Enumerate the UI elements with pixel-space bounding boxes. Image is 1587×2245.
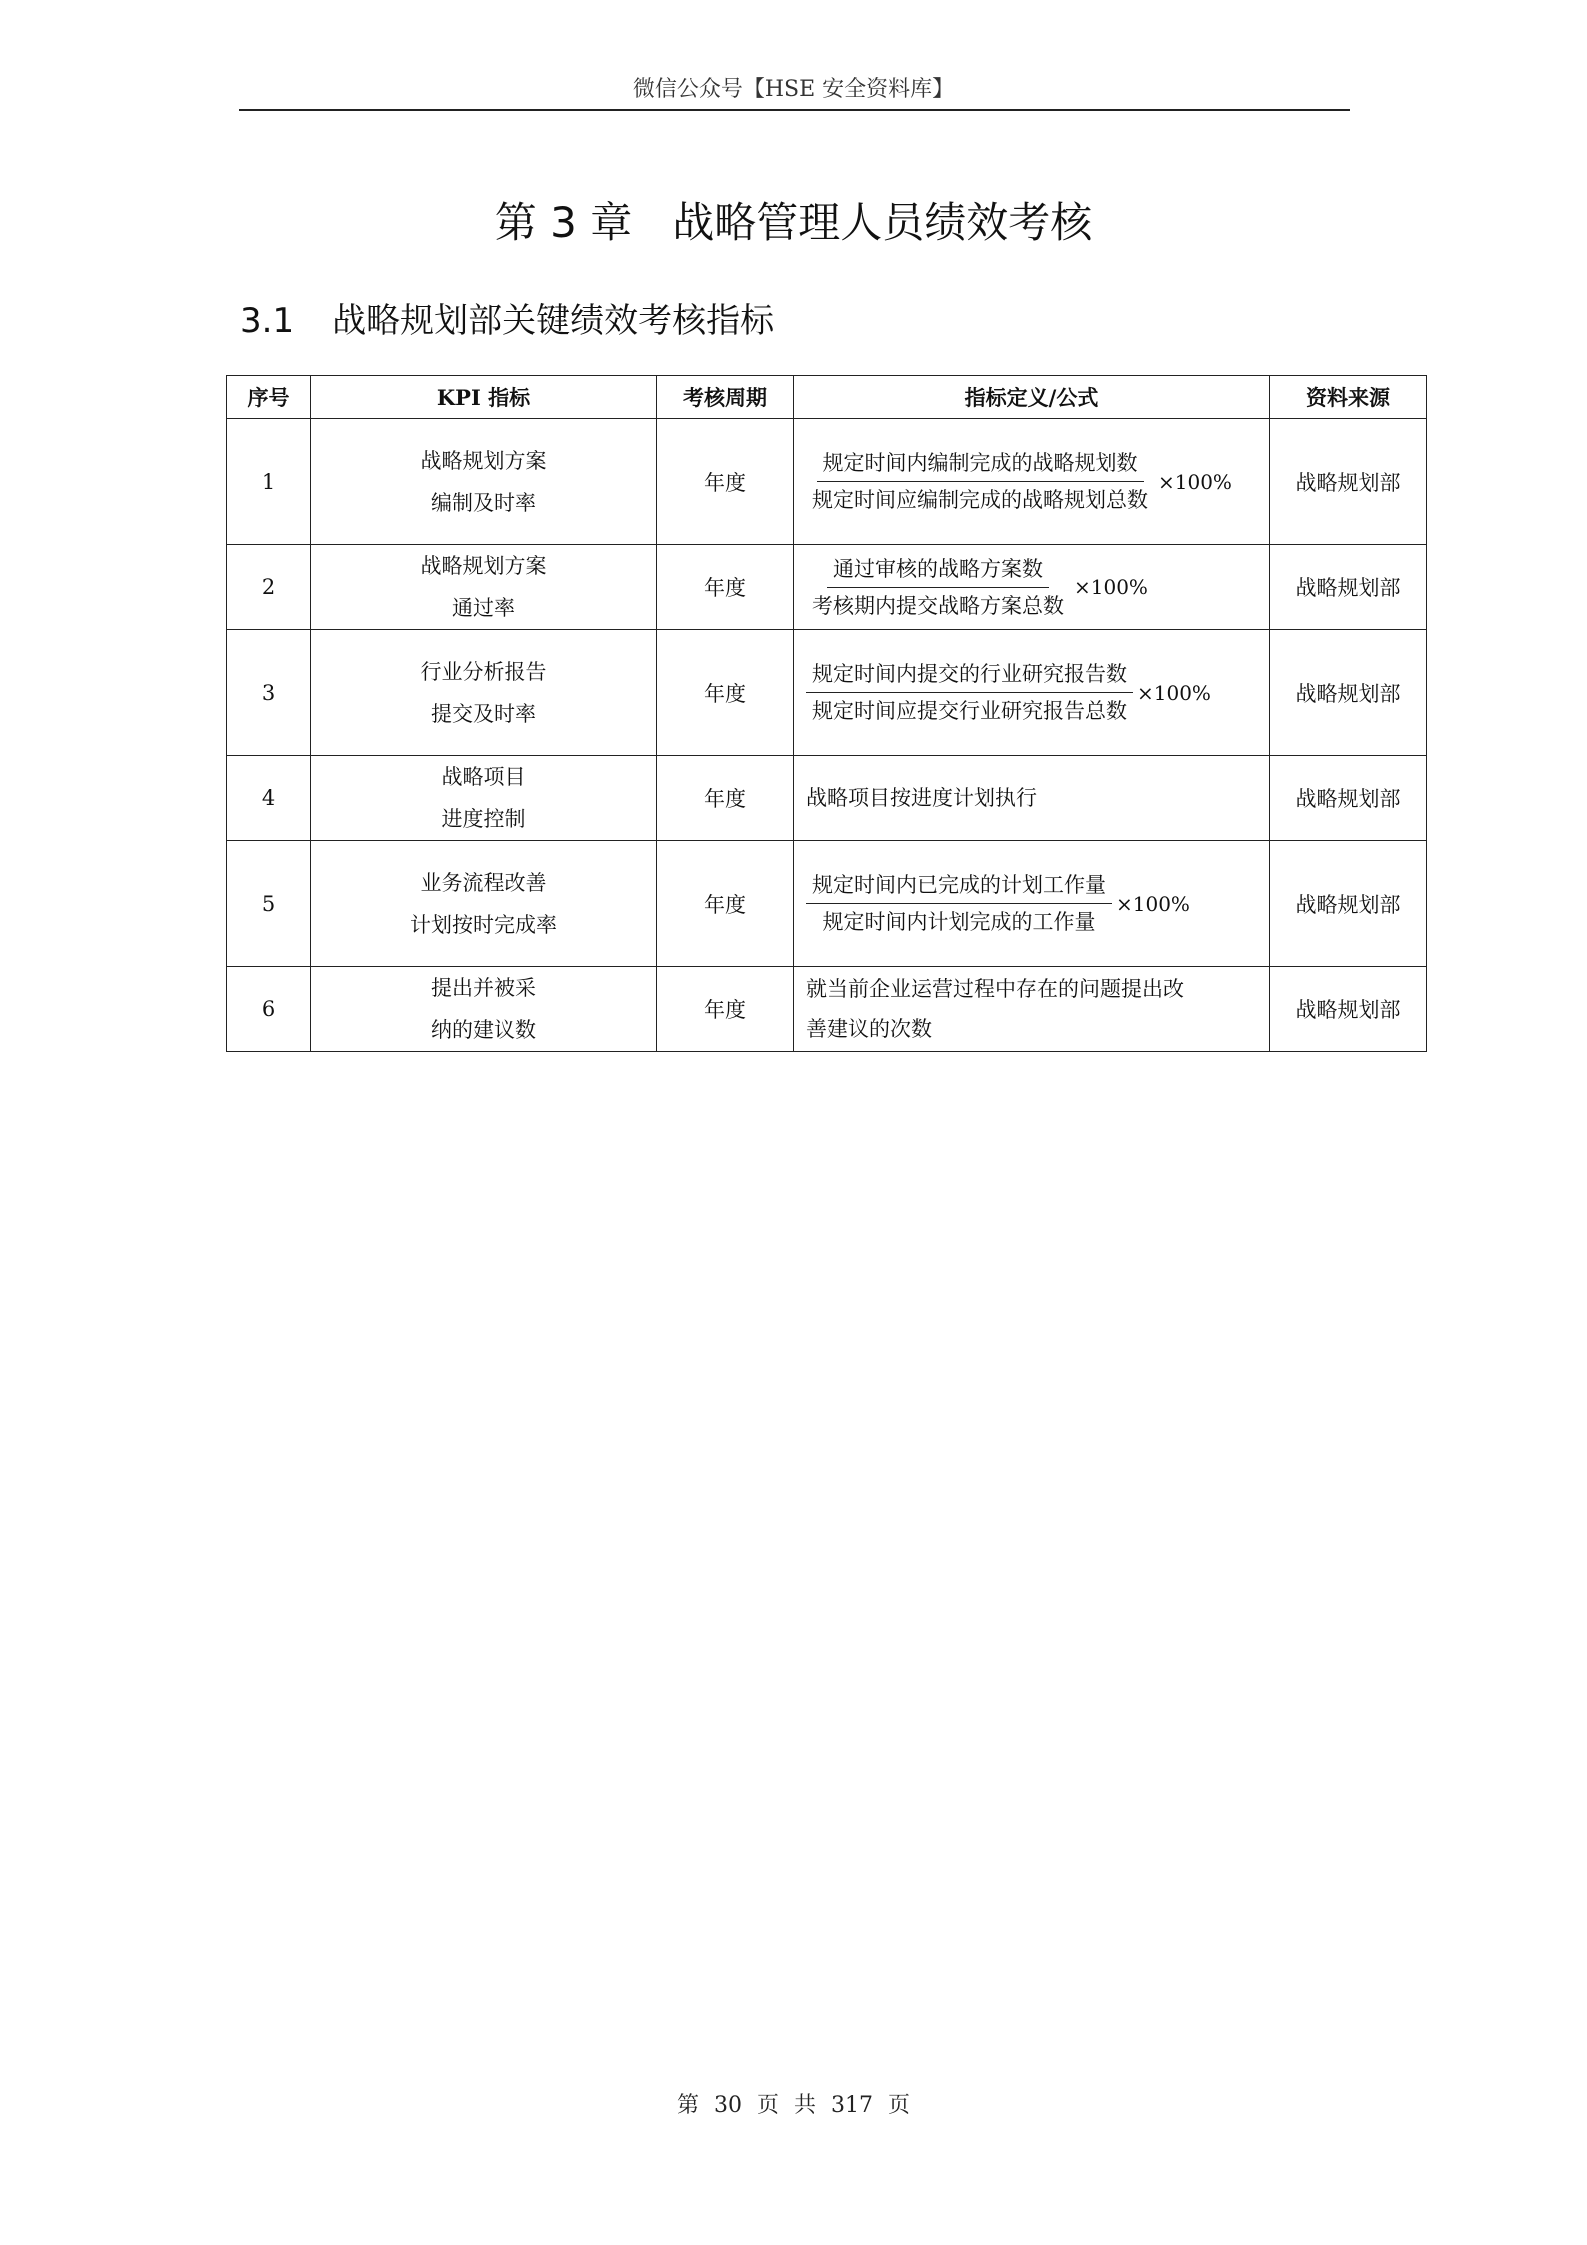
source: 战略规划部 [1270, 630, 1427, 756]
kpi-name [311, 841, 657, 967]
row-index: 6 [227, 967, 311, 1052]
multiplier: ×100% [1137, 680, 1211, 705]
header-kpi: KPI 指标 [311, 376, 657, 419]
numerator: 通过审核的战略方案数 [827, 553, 1049, 588]
chapter-title [0, 190, 1587, 250]
page-header: 微信公众号【HSE 安全资料库】 [632, 77, 955, 102]
source: 战略规划部 [1270, 841, 1427, 967]
kpi-name [311, 756, 657, 841]
row-index: 1 [227, 419, 311, 545]
period: 年度 [657, 419, 794, 545]
header-definition: 指标定义/公式 [794, 376, 1270, 419]
source: 战略规划部 [1270, 756, 1427, 841]
page-footer: 第 30 页 共 317 页 [677, 2093, 910, 2118]
table-row [227, 545, 1427, 630]
fraction [806, 447, 1154, 516]
section-name: 战略规划部关键绩效考核指标 [332, 301, 775, 341]
kpi-line: 通过率 [452, 596, 515, 620]
header-index: 序号 [227, 376, 311, 419]
period: 年度 [657, 841, 794, 967]
fraction [806, 658, 1133, 727]
definition-line: 善建议的次数 [806, 1017, 932, 1041]
table-row [227, 967, 1427, 1052]
formula [794, 545, 1270, 630]
table-row [227, 419, 1427, 545]
numerator: 规定时间内已完成的计划工作量 [806, 869, 1112, 904]
numerator: 规定时间内提交的行业研究报告数 [806, 658, 1133, 693]
source: 战略规划部 [1270, 967, 1427, 1052]
multiplier: ×100% [1116, 891, 1190, 916]
period: 年度 [657, 545, 794, 630]
row-index: 5 [227, 841, 311, 967]
kpi-line: 行业分析报告 [420, 659, 547, 684]
formula [794, 419, 1270, 545]
fraction [806, 869, 1112, 938]
definition-line: 就当前企业运营过程中存在的问题提出改 [806, 977, 1184, 1001]
row-index: 3 [227, 630, 311, 756]
kpi-line: 计划按时完成率 [410, 912, 557, 937]
source: 战略规划部 [1270, 545, 1427, 630]
row-index: 4 [227, 756, 311, 841]
table-row [227, 630, 1427, 756]
row-index: 2 [227, 545, 311, 630]
chapter-name: 战略管理人员绩效考核 [672, 198, 1093, 247]
fraction [806, 553, 1070, 622]
definition: 战略项目按进度计划执行 [794, 756, 1270, 841]
table-header-row [227, 376, 1427, 419]
kpi-line: 战略规划方案 [420, 448, 547, 473]
kpi-line: 纳的建议数 [431, 1018, 536, 1042]
kpi-name [311, 545, 657, 630]
source: 战略规划部 [1270, 419, 1427, 545]
header-divider [239, 109, 1350, 111]
formula [794, 630, 1270, 756]
period: 年度 [657, 967, 794, 1052]
section-number: 3.1 [240, 301, 295, 341]
chapter-number: 第 3 章 [494, 198, 633, 247]
formula [794, 841, 1270, 967]
kpi-line: 编制及时率 [431, 490, 536, 515]
kpi-table [226, 375, 1427, 1052]
numerator: 规定时间内编制完成的战略规划数 [817, 447, 1144, 482]
multiplier: ×100% [1074, 575, 1148, 599]
denominator: 规定时间应编制完成的战略规划总数 [812, 488, 1148, 512]
table-row [227, 756, 1427, 841]
kpi-line: 战略规划方案 [420, 554, 547, 578]
denominator: 规定时间内计划完成的工作量 [822, 910, 1096, 934]
header-period: 考核周期 [657, 376, 794, 419]
header-source: 资料来源 [1270, 376, 1427, 419]
kpi-line: 提出并被采 [431, 976, 536, 1000]
multiplier: ×100% [1158, 469, 1232, 494]
table-row [227, 841, 1427, 967]
section-title [240, 293, 774, 342]
kpi-line: 提交及时率 [431, 701, 536, 726]
kpi-name [311, 419, 657, 545]
period: 年度 [657, 630, 794, 756]
denominator: 考核期内提交战略方案总数 [812, 593, 1064, 618]
denominator: 规定时间应提交行业研究报告总数 [812, 699, 1127, 723]
kpi-line: 业务流程改善 [420, 870, 547, 895]
kpi-line: 战略项目 [441, 765, 526, 789]
kpi-name [311, 967, 657, 1052]
kpi-line: 进度控制 [441, 807, 526, 831]
period: 年度 [657, 756, 794, 841]
definition [794, 967, 1270, 1052]
kpi-name [311, 630, 657, 756]
